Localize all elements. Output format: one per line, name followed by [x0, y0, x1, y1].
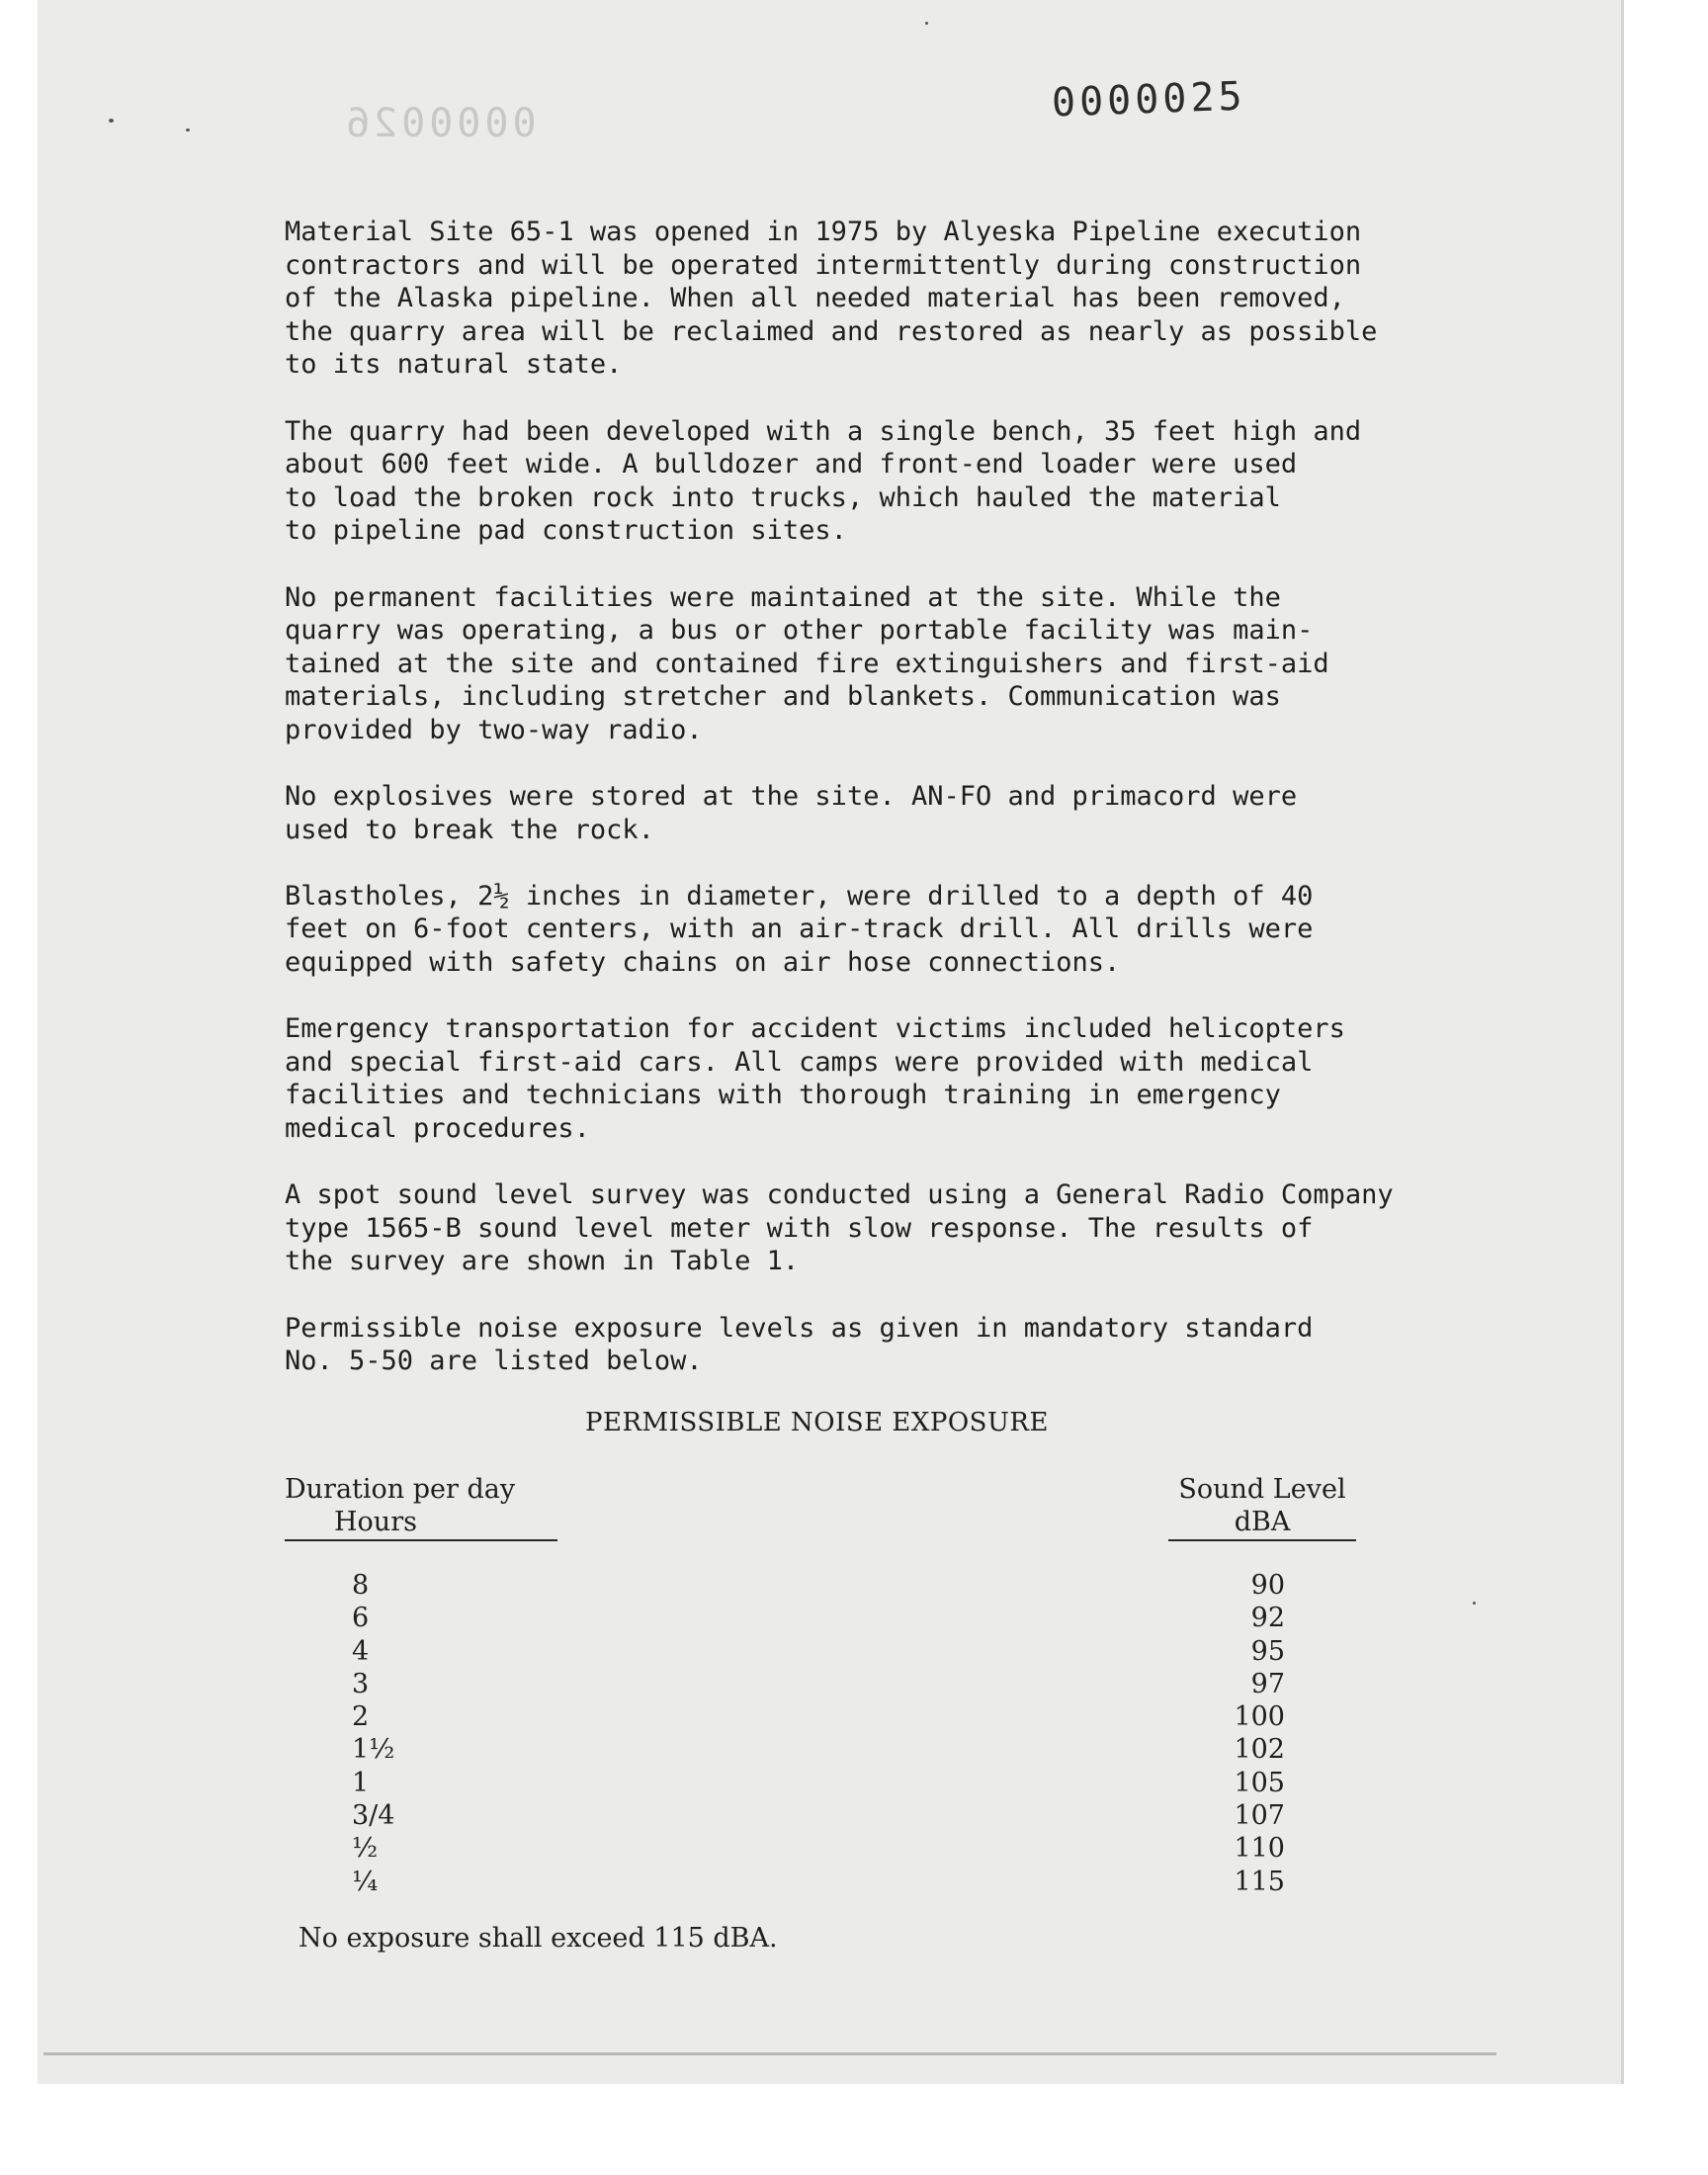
body-text	[285, 216, 1471, 1411]
table-row	[285, 1768, 1372, 1800]
table-row	[285, 1669, 1372, 1701]
table-title: PERMISSIBLE NOISE EXPOSURE	[585, 1408, 1049, 1437]
paragraph: No explosives were stored at the site. AN-FO and primacord were used to break the rock.	[285, 781, 1298, 845]
sound-level-header-line1: Sound Level	[1178, 1474, 1346, 1505]
document-number: 0000025	[1051, 73, 1247, 127]
table-row	[285, 1570, 1372, 1603]
paragraph: No permanent facilities were maintained at the site. While the quarry was operating, a bus or other portable facility was main- tained at the site and contained fire extinguishers and first-aid materials, including stretcher and blankets. Communication was provided by two-way radio.	[285, 581, 1329, 745]
sound-level-column-header	[1168, 1473, 1356, 1541]
sound-level-header-line2	[1168, 1506, 1356, 1541]
duration-cell: 6	[352, 1603, 370, 1634]
duration-cell: 4	[352, 1635, 370, 1667]
level-cell: 97	[1250, 1668, 1285, 1699]
hours-label: Hours	[334, 1507, 417, 1537]
duration-cell: 3/4	[352, 1800, 395, 1832]
level-cell: 105	[1234, 1767, 1285, 1798]
duration-cell: 1	[352, 1767, 370, 1798]
duration-column-header	[285, 1473, 557, 1541]
table-row	[285, 1867, 1372, 1899]
level-cell: 110	[1234, 1833, 1285, 1865]
table-row	[285, 1636, 1372, 1669]
table-row	[285, 1734, 1372, 1767]
table-row	[285, 1603, 1372, 1635]
level-cell: 102	[1234, 1734, 1285, 1766]
table-footnote: No exposure shall exceed 115 dBA.	[299, 1923, 778, 1954]
table-row	[285, 1833, 1372, 1866]
duration-cell: 1½	[352, 1734, 395, 1766]
duration-header-line1: Duration per day	[285, 1474, 516, 1505]
level-cell: 107	[1234, 1800, 1285, 1832]
scan-speck	[186, 129, 190, 131]
duration-cell: ½	[352, 1833, 379, 1865]
level-cell: 92	[1250, 1603, 1285, 1634]
page-bottom-edge	[43, 2052, 1496, 2055]
table-row	[285, 1701, 1372, 1734]
paragraph: Permissible noise exposure levels as given in mandatory standard No. 5-50 are listed below.	[285, 1312, 1314, 1377]
level-cell: 100	[1234, 1701, 1285, 1733]
duration-cell: 2	[352, 1701, 370, 1733]
paragraph: Material Site 65-1 was opened in 1975 by Alyeska Pipeline execution contractors and will be operated intermittently during construction of the Alaska pipeline. When all needed material has been removed, the quarry area will be reclaimed and restored as nearly as possible to its natural state.	[285, 217, 1378, 381]
duration-cell: ¼	[352, 1866, 379, 1897]
paragraph: Emergency transportation for accident victims included helicopters and special first-aid cars. All camps were provided with medical facilities and technicians with thorough training in emergency medical procedures.	[285, 1013, 1345, 1145]
scan-speck	[109, 119, 114, 123]
paragraph: Blastholes, 2½ inches in diameter, were drilled to a depth of 40 feet on 6-foot centers, with an air-track drill. All drills were equipped with safety chains on air hose connections.	[285, 880, 1314, 979]
exposure-table-body	[285, 1570, 1372, 1899]
level-cell: 95	[1250, 1635, 1285, 1667]
duration-cell: 8	[352, 1570, 370, 1601]
duration-header-line2	[285, 1506, 557, 1541]
level-cell: 90	[1250, 1570, 1285, 1601]
duration-cell: 3	[352, 1668, 370, 1699]
level-cell: 115	[1234, 1866, 1285, 1897]
ghost-document-number: 0000026	[342, 101, 537, 146]
paragraph: The quarry had been developed with a single bench, 35 feet high and about 600 feet wide. A bulldozer and front-end loader were used to load the broken rock into trucks, which hauled the material to pipeline pad construction sites.	[285, 415, 1362, 547]
table-row	[285, 1800, 1372, 1833]
dba-label: dBA	[1234, 1507, 1291, 1537]
paragraph: A spot sound level survey was conducted using a General Radio Company type 1565-B sound level meter with slow response. The results of the survey are shown in Table 1.	[285, 1179, 1394, 1277]
scan-speck	[1473, 1602, 1476, 1605]
scan-speck	[925, 22, 928, 25]
